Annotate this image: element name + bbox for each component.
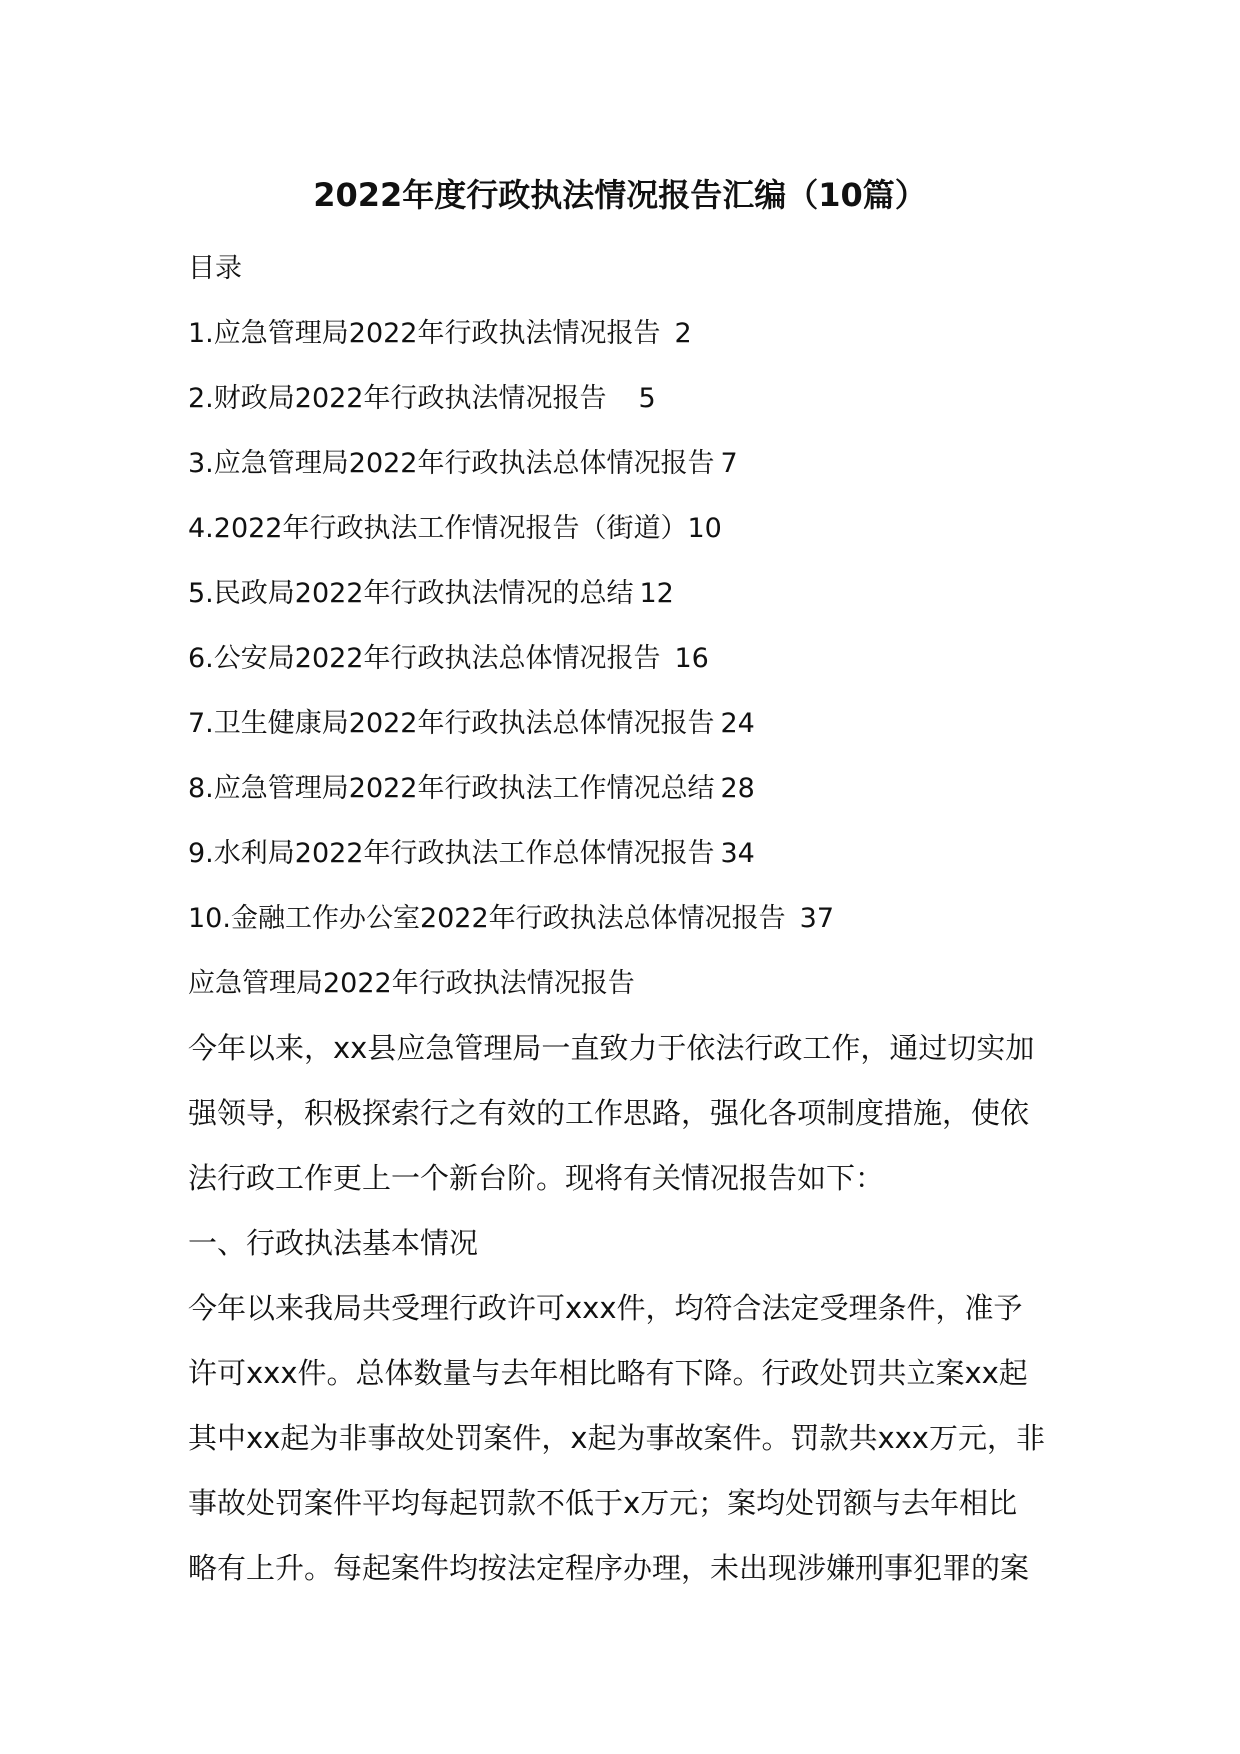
toc-item-label: 2.财政局2022年行政执法情况报告 xyxy=(188,383,607,414)
toc-list xyxy=(188,301,1068,951)
toc-item-page: 7 xyxy=(720,448,738,479)
toc-item-label: 8.应急管理局2022年行政执法工作情况总结 xyxy=(188,773,715,804)
document-content xyxy=(188,236,1068,1601)
toc-item[interactable] xyxy=(188,821,1068,886)
toc-item-page: 34 xyxy=(720,838,755,869)
paragraph-line: 其中xx起为非事故处罚案件，x起为事故案件。罚款共xxx万元，非 xyxy=(188,1421,1045,1455)
toc-item-page: 2 xyxy=(674,318,692,349)
paragraph-line: 略有上升。每起案件均按法定程序办理，未出现涉嫌刑事犯罪的案 xyxy=(188,1551,1030,1585)
toc-item-label: 9.水利局2022年行政执法工作总体情况报告 xyxy=(188,838,715,869)
paragraph-line: 今年以来，xx县应急管理局一直致力于依法行政工作，通过切实加 xyxy=(188,1031,1035,1065)
toc-heading: 目录 xyxy=(188,253,242,284)
toc-item-page: 5 xyxy=(638,383,656,414)
toc-item[interactable] xyxy=(188,756,1068,821)
toc-item[interactable] xyxy=(188,626,1068,691)
paragraph-line: 法行政工作更上一个新台阶。现将有关情况报告如下： xyxy=(188,1161,885,1195)
paragraph-line: 许可xxx件。总体数量与去年相比略有下降。行政处罚共立案xx起 xyxy=(188,1356,1028,1390)
toc-item-page: 28 xyxy=(720,773,755,804)
toc-item-label: 6.公安局2022年行政执法总体情况报告 xyxy=(188,643,661,674)
document-title: 2022年度行政执法情况报告汇编（10篇） xyxy=(313,176,927,214)
toc-item[interactable] xyxy=(188,301,1068,366)
toc-item-page: 37 xyxy=(799,903,835,934)
toc-item-label: 10.金融工作办公室2022年行政执法总体情况报告 xyxy=(188,903,786,934)
toc-item[interactable] xyxy=(188,886,1068,951)
intro-paragraph xyxy=(188,1016,1068,1211)
paragraph-line: 今年以来我局共受理行政许可xxx件，均符合法定受理条件，准予 xyxy=(188,1291,1023,1325)
toc-item-page: 16 xyxy=(674,643,709,674)
section-title: 应急管理局2022年行政执法情况报告 xyxy=(188,968,635,999)
toc-item-label: 7.卫生健康局2022年行政执法总体情况报告 xyxy=(188,708,715,739)
toc-item-page: 24 xyxy=(720,708,755,739)
toc-item-label: 4.2022年行政执法工作情况报告（街道） xyxy=(188,513,688,544)
toc-item-page: 10 xyxy=(687,513,722,544)
toc-item-label: 1.应急管理局2022年行政执法情况报告 xyxy=(188,318,661,349)
toc-item[interactable] xyxy=(188,691,1068,756)
toc-item[interactable] xyxy=(188,431,1068,496)
paragraph-line: 事故处罚案件平均每起罚款不低于x万元；案均处罚额与去年相比 xyxy=(188,1486,1018,1520)
toc-item-label: 5.民政局2022年行政执法情况的总结 xyxy=(188,578,634,609)
toc-item-page: 12 xyxy=(639,578,674,609)
section-heading: 一、行政执法基本情况 xyxy=(188,1226,479,1260)
toc-item-label: 3.应急管理局2022年行政执法总体情况报告 xyxy=(188,448,715,479)
toc-item[interactable] xyxy=(188,366,1068,431)
toc-item[interactable] xyxy=(188,496,1068,561)
toc-item[interactable] xyxy=(188,561,1068,626)
basic-situation-paragraph xyxy=(188,1276,1068,1601)
paragraph-line: 强领导，积极探索行之有效的工作思路，强化各项制度措施，使依 xyxy=(188,1096,1030,1130)
